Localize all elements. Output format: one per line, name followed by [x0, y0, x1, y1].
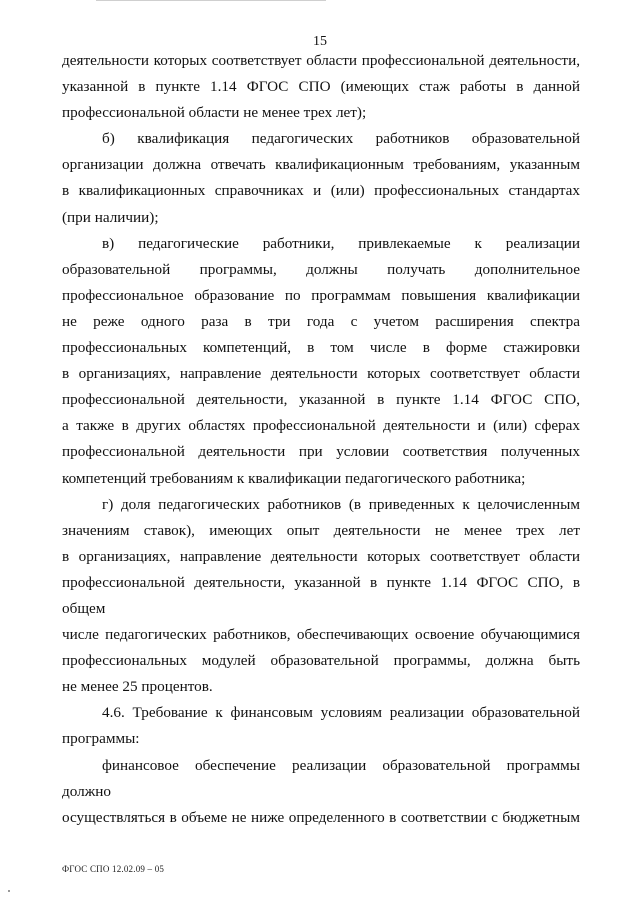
text-line: значениям ставок), имеющих опыт деятельности не менее трех лет	[62, 521, 580, 539]
text-line: профессиональной деятельности при условии соответствия полученных	[62, 443, 580, 461]
text-line: профессиональное образование по программам повышения квалификации	[62, 286, 580, 304]
text-line: не реже одного раза в три года с учетом расширения спектра	[62, 312, 580, 330]
text-line: числе педагогических работников, обеспечивающих освоение обучающимися	[62, 626, 580, 644]
section-4-6	[62, 700, 580, 752]
text-line: в организациях, направление деятельности которых соответствует области	[62, 547, 580, 565]
text-line: в квалификационных справочниках и (или) профессиональных стандартах	[62, 182, 580, 200]
text-line: не менее 25 процентов.	[62, 678, 213, 696]
text-line: в) педагогические работники, привлекаемые к реализации	[102, 234, 580, 252]
text-line: деятельности которых соответствует области профессиональной деятельности,	[62, 52, 580, 69]
text-line: б) квалификация педагогических работников образовательной	[102, 130, 580, 148]
text-line: компетенций требованиям к квалификации педагогического работника;	[62, 469, 526, 487]
scan-edge-line	[96, 0, 326, 1]
text-line: профессиональной деятельности, указанной в пункте 1.14 ФГОС СПО, в общем	[62, 573, 580, 617]
paragraph-b	[62, 126, 580, 230]
text-line: финансовое обеспечение реализации образовательной программы должно	[62, 756, 580, 800]
text-line: программы:	[62, 730, 140, 748]
text-line: в организациях, направление деятельности которых соответствует области	[62, 365, 580, 383]
text-line: образовательной программы, должны получать дополнительное	[62, 260, 580, 278]
text-line: указанной в пункте 1.14 ФГОС СПО (имеющих стаж работы в данной	[62, 78, 580, 96]
paragraph-continuation	[62, 48, 580, 126]
text-line: (при наличии);	[62, 208, 159, 226]
text-line: осуществляться в объеме не ниже определенного в соответствии с бюджетным	[62, 808, 580, 826]
text-line: г) доля педагогических работников (в приведенных к целочисленным	[102, 495, 580, 513]
scan-dot	[8, 890, 10, 892]
paragraph-financing	[62, 753, 580, 831]
page-footer: ФГОС СПО 12.02.09 – 05	[62, 864, 165, 874]
text-line: профессиональной деятельности, указанной в пункте 1.14 ФГОС СПО,	[62, 391, 580, 409]
page-number: 15	[313, 34, 327, 49]
paragraph-g	[62, 492, 580, 701]
text-line: профессиональной области не менее трех лет);	[62, 104, 367, 122]
paragraph-v	[62, 231, 580, 492]
document-body	[62, 48, 580, 831]
text-line: 4.6. Требование к финансовым условиям реализации образовательной	[102, 704, 580, 722]
text-line: профессиональных компетенций, в том числе в форме стажировки	[62, 339, 580, 357]
text-line: организации должна отвечать квалификационным требованиям, указанным	[62, 156, 580, 174]
text-line: а также в других областях профессиональной деятельности и (или) сферах	[62, 417, 580, 435]
text-line: профессиональных модулей образовательной программы, должна быть	[62, 652, 580, 670]
